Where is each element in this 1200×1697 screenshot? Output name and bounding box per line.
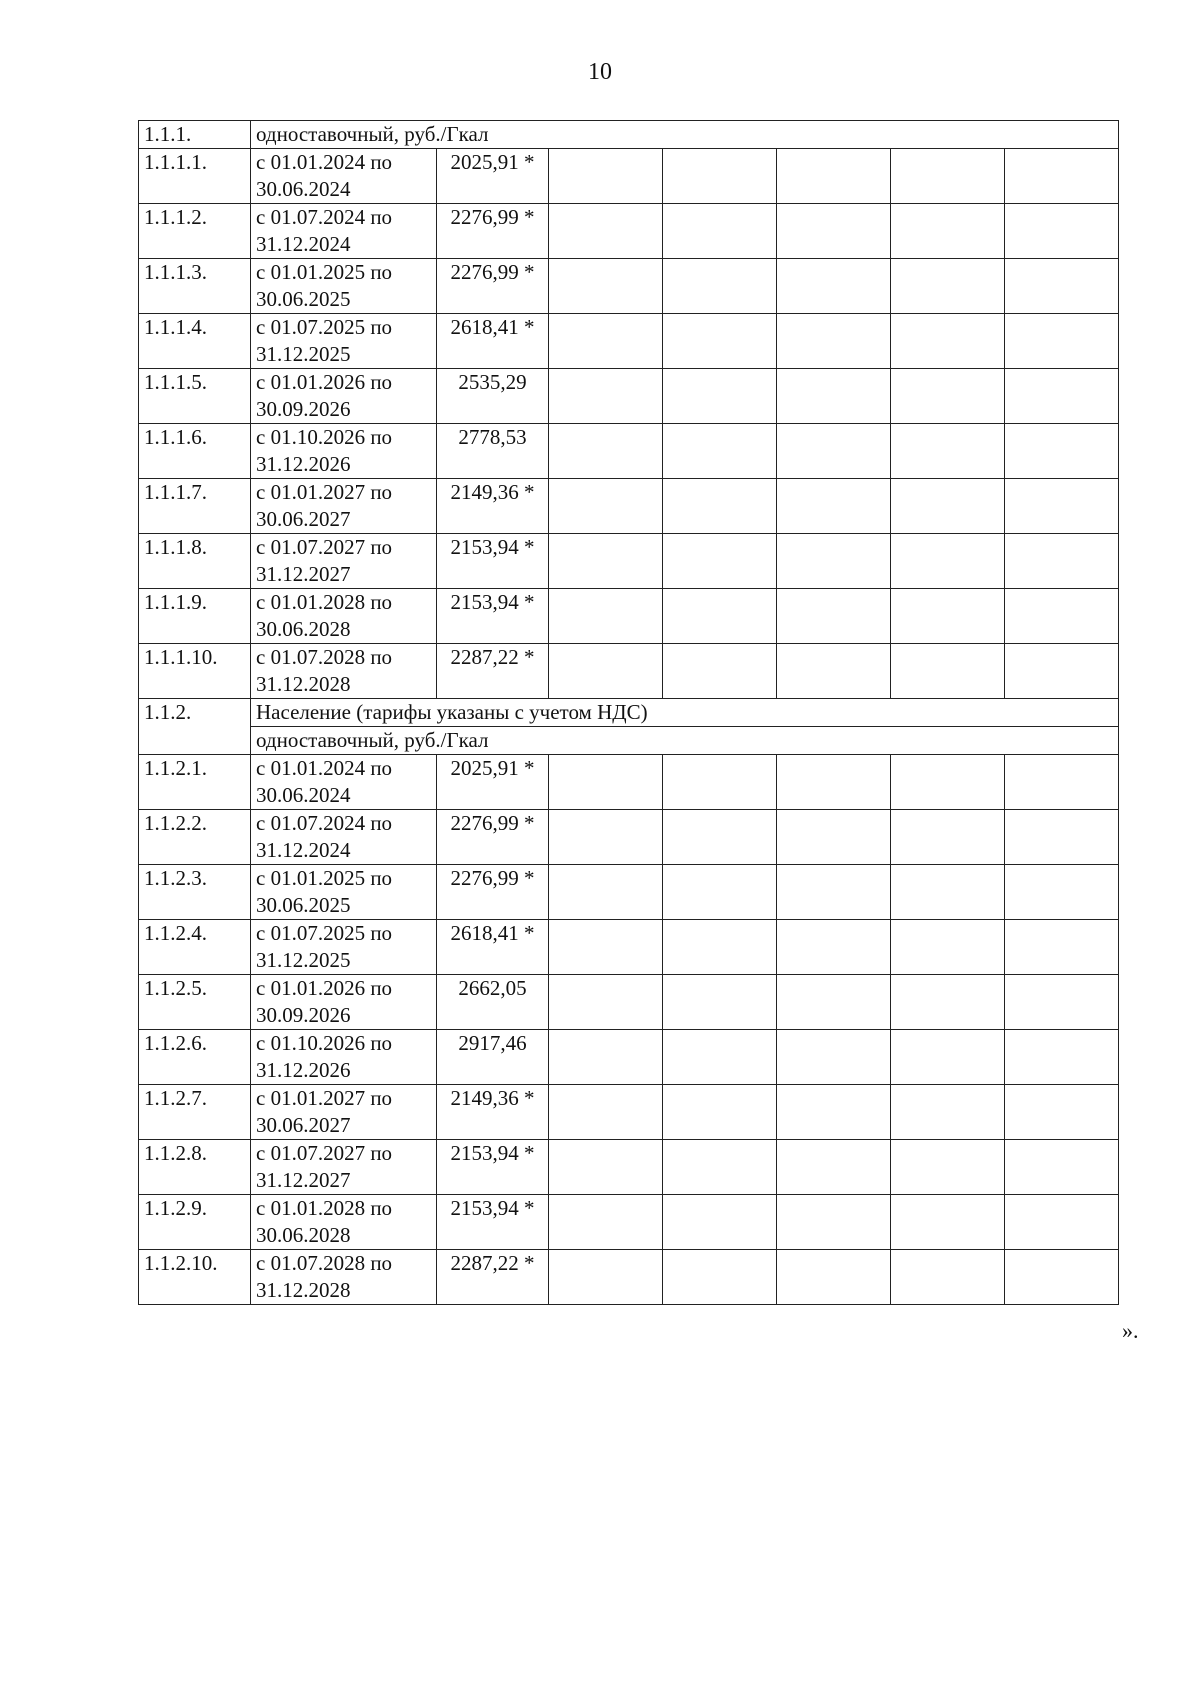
empty-cell [549, 1250, 663, 1305]
row-tariff-value: 2287,22 * [437, 644, 549, 699]
row-period: с 01.07.2025 по 31.12.2025 [251, 920, 437, 975]
empty-cell [891, 810, 1005, 865]
row-period: с 01.01.2024 по 30.06.2024 [251, 149, 437, 204]
row-code: 1.1.2.7. [139, 1085, 251, 1140]
row-tariff-value: 2662,05 [437, 975, 549, 1030]
row-period: с 01.01.2028 по 30.06.2028 [251, 589, 437, 644]
table-row [139, 1085, 1119, 1140]
table-row [139, 644, 1119, 699]
empty-cell [663, 204, 777, 259]
table-row [139, 1030, 1119, 1085]
section-subtitle: одноставочный, руб./Гкал [251, 727, 1119, 755]
empty-cell [891, 1140, 1005, 1195]
empty-cell [549, 259, 663, 314]
empty-cell [663, 865, 777, 920]
table-row [139, 314, 1119, 369]
table-row [139, 975, 1119, 1030]
empty-cell [663, 755, 777, 810]
empty-cell [663, 369, 777, 424]
empty-cell [891, 259, 1005, 314]
empty-cell [777, 1140, 891, 1195]
row-code: 1.1.2.1. [139, 755, 251, 810]
empty-cell [663, 1085, 777, 1140]
tariff-table [138, 120, 1119, 1305]
row-period: с 01.10.2026 по 31.12.2026 [251, 1030, 437, 1085]
row-code: 1.1.1.8. [139, 534, 251, 589]
row-code: 1.1.2.9. [139, 1195, 251, 1250]
row-tariff-value: 2276,99 * [437, 204, 549, 259]
row-code: 1.1.2.2. [139, 810, 251, 865]
empty-cell [891, 369, 1005, 424]
row-tariff-value: 2917,46 [437, 1030, 549, 1085]
empty-cell [1005, 1195, 1119, 1250]
row-code: 1.1.1.10. [139, 644, 251, 699]
empty-cell [663, 149, 777, 204]
empty-cell [663, 314, 777, 369]
empty-cell [663, 1195, 777, 1250]
empty-cell [549, 1085, 663, 1140]
empty-cell [891, 1085, 1005, 1140]
row-period: с 01.07.2024 по 31.12.2024 [251, 810, 437, 865]
row-code: 1.1.2.5. [139, 975, 251, 1030]
row-code: 1.1.1.1. [139, 149, 251, 204]
row-code: 1.1.1.6. [139, 424, 251, 479]
empty-cell [777, 1085, 891, 1140]
table-row [139, 920, 1119, 975]
section-header-row [139, 121, 1119, 149]
table-row [139, 369, 1119, 424]
empty-cell [1005, 810, 1119, 865]
row-period: с 01.01.2025 по 30.06.2025 [251, 865, 437, 920]
row-tariff-value: 2276,99 * [437, 865, 549, 920]
empty-cell [663, 920, 777, 975]
empty-cell [1005, 1085, 1119, 1140]
empty-cell [891, 920, 1005, 975]
table-row [139, 149, 1119, 204]
empty-cell [1005, 479, 1119, 534]
table-row [139, 534, 1119, 589]
row-code: 1.1.1.7. [139, 479, 251, 534]
empty-cell [891, 1195, 1005, 1250]
row-tariff-value: 2025,91 * [437, 755, 549, 810]
row-tariff-value: 2149,36 * [437, 1085, 549, 1140]
empty-cell [777, 975, 891, 1030]
table-body [139, 121, 1119, 1305]
section-title: одноставочный, руб./Гкал [251, 121, 1119, 149]
empty-cell [891, 1250, 1005, 1305]
empty-cell [663, 1140, 777, 1195]
empty-cell [777, 1250, 891, 1305]
table-row [139, 1250, 1119, 1305]
row-tariff-value: 2153,94 * [437, 534, 549, 589]
empty-cell [549, 644, 663, 699]
empty-cell [663, 975, 777, 1030]
table-row [139, 755, 1119, 810]
section-code: 1.1.1. [139, 121, 251, 149]
table-row [139, 204, 1119, 259]
empty-cell [891, 479, 1005, 534]
empty-cell [1005, 369, 1119, 424]
table-row [139, 479, 1119, 534]
row-tariff-value: 2535,29 [437, 369, 549, 424]
section-code: 1.1.2. [139, 699, 251, 755]
row-period: с 01.07.2028 по 31.12.2028 [251, 1250, 437, 1305]
empty-cell [549, 314, 663, 369]
empty-cell [1005, 259, 1119, 314]
empty-cell [549, 204, 663, 259]
empty-cell [1005, 865, 1119, 920]
row-period: с 01.01.2026 по 30.09.2026 [251, 369, 437, 424]
empty-cell [1005, 1140, 1119, 1195]
row-period: с 01.01.2027 по 30.06.2027 [251, 1085, 437, 1140]
empty-cell [1005, 204, 1119, 259]
empty-cell [549, 149, 663, 204]
row-code: 1.1.2.4. [139, 920, 251, 975]
table-row [139, 589, 1119, 644]
empty-cell [549, 589, 663, 644]
empty-cell [663, 1030, 777, 1085]
empty-cell [663, 534, 777, 589]
empty-cell [777, 589, 891, 644]
empty-cell [1005, 755, 1119, 810]
empty-cell [549, 479, 663, 534]
table-row [139, 1140, 1119, 1195]
table-row [139, 865, 1119, 920]
empty-cell [1005, 534, 1119, 589]
row-code: 1.1.1.3. [139, 259, 251, 314]
row-period: с 01.01.2024 по 30.06.2024 [251, 755, 437, 810]
row-tariff-value: 2025,91 * [437, 149, 549, 204]
empty-cell [663, 259, 777, 314]
empty-cell [663, 810, 777, 865]
empty-cell [777, 1195, 891, 1250]
empty-cell [1005, 424, 1119, 479]
empty-cell [549, 755, 663, 810]
row-code: 1.1.2.3. [139, 865, 251, 920]
empty-cell [549, 865, 663, 920]
empty-cell [1005, 920, 1119, 975]
row-tariff-value: 2618,41 * [437, 314, 549, 369]
page-number: 10 [588, 59, 612, 85]
empty-cell [777, 810, 891, 865]
empty-cell [777, 204, 891, 259]
empty-cell [663, 1250, 777, 1305]
table-row [139, 1195, 1119, 1250]
row-tariff-value: 2276,99 * [437, 810, 549, 865]
empty-cell [777, 424, 891, 479]
row-period: с 01.01.2028 по 30.06.2028 [251, 1195, 437, 1250]
empty-cell [891, 534, 1005, 589]
empty-cell [1005, 1250, 1119, 1305]
section-title: Население (тарифы указаны с учетом НДС) [251, 699, 1119, 727]
empty-cell [777, 259, 891, 314]
row-tariff-value: 2618,41 * [437, 920, 549, 975]
empty-cell [549, 975, 663, 1030]
row-period: с 01.07.2028 по 31.12.2028 [251, 644, 437, 699]
table-row [139, 424, 1119, 479]
row-code: 1.1.2.8. [139, 1140, 251, 1195]
section-header-row [139, 699, 1119, 727]
row-period: с 01.10.2026 по 31.12.2026 [251, 424, 437, 479]
row-period: с 01.07.2027 по 31.12.2027 [251, 1140, 437, 1195]
row-code: 1.1.1.2. [139, 204, 251, 259]
empty-cell [549, 369, 663, 424]
row-period: с 01.01.2025 по 30.06.2025 [251, 259, 437, 314]
row-code: 1.1.1.4. [139, 314, 251, 369]
empty-cell [777, 149, 891, 204]
row-period: с 01.01.2027 по 30.06.2027 [251, 479, 437, 534]
empty-cell [549, 1030, 663, 1085]
empty-cell [891, 1030, 1005, 1085]
empty-cell [663, 424, 777, 479]
empty-cell [549, 810, 663, 865]
empty-cell [663, 479, 777, 534]
row-tariff-value: 2149,36 * [437, 479, 549, 534]
empty-cell [891, 975, 1005, 1030]
row-code: 1.1.2.10. [139, 1250, 251, 1305]
empty-cell [891, 589, 1005, 644]
row-tariff-value: 2287,22 * [437, 1250, 549, 1305]
empty-cell [1005, 149, 1119, 204]
empty-cell [1005, 589, 1119, 644]
empty-cell [891, 755, 1005, 810]
empty-cell [777, 865, 891, 920]
closing-quote-mark: ». [1122, 1318, 1139, 1343]
empty-cell [777, 644, 891, 699]
row-period: с 01.07.2024 по 31.12.2024 [251, 204, 437, 259]
empty-cell [777, 755, 891, 810]
row-code: 1.1.1.9. [139, 589, 251, 644]
empty-cell [891, 865, 1005, 920]
empty-cell [777, 920, 891, 975]
empty-cell [891, 424, 1005, 479]
empty-cell [891, 204, 1005, 259]
row-period: с 01.07.2027 по 31.12.2027 [251, 534, 437, 589]
empty-cell [663, 644, 777, 699]
empty-cell [1005, 644, 1119, 699]
row-tariff-value: 2153,94 * [437, 1140, 549, 1195]
row-tariff-value: 2778,53 [437, 424, 549, 479]
row-tariff-value: 2276,99 * [437, 259, 549, 314]
empty-cell [777, 1030, 891, 1085]
empty-cell [549, 1140, 663, 1195]
row-period: с 01.01.2026 по 30.09.2026 [251, 975, 437, 1030]
row-code: 1.1.1.5. [139, 369, 251, 424]
row-period: с 01.07.2025 по 31.12.2025 [251, 314, 437, 369]
empty-cell [549, 920, 663, 975]
empty-cell [777, 314, 891, 369]
table-row [139, 810, 1119, 865]
empty-cell [891, 149, 1005, 204]
table-row [139, 259, 1119, 314]
empty-cell [777, 479, 891, 534]
empty-cell [891, 314, 1005, 369]
empty-cell [549, 1195, 663, 1250]
empty-cell [663, 589, 777, 644]
empty-cell [549, 534, 663, 589]
row-tariff-value: 2153,94 * [437, 1195, 549, 1250]
row-code: 1.1.2.6. [139, 1030, 251, 1085]
empty-cell [1005, 975, 1119, 1030]
empty-cell [549, 424, 663, 479]
row-tariff-value: 2153,94 * [437, 589, 549, 644]
section-subheader-row [139, 727, 1119, 755]
empty-cell [1005, 1030, 1119, 1085]
empty-cell [1005, 314, 1119, 369]
empty-cell [777, 369, 891, 424]
empty-cell [891, 644, 1005, 699]
empty-cell [777, 534, 891, 589]
